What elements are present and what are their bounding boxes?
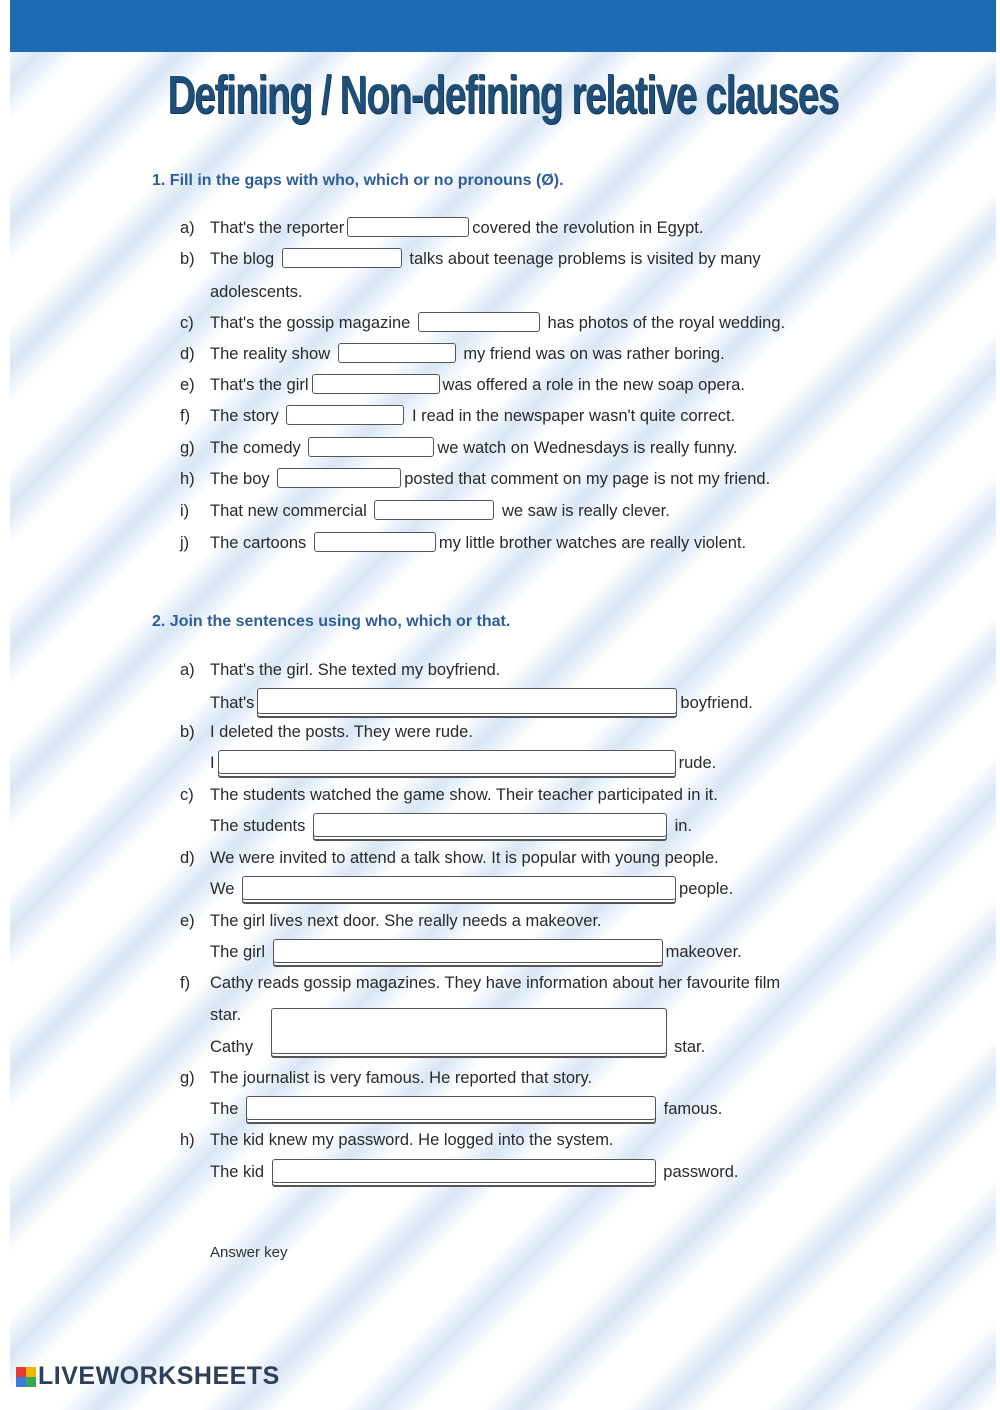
item-letter: b): [180, 250, 195, 268]
item-letter: a): [180, 219, 195, 237]
answer-end: people.: [679, 880, 734, 898]
answer-input-2e[interactable]: [273, 939, 663, 963]
item-text-after: has photos of the royal wedding.: [547, 314, 786, 332]
item-letter: h): [180, 470, 195, 488]
item-letter: c): [180, 786, 194, 804]
item-text-before: The reality show: [210, 345, 331, 363]
answer-end: makeover.: [665, 943, 742, 961]
s2-item-f-cont: [210, 1002, 241, 1028]
item-text-before: The cartoons: [210, 534, 307, 552]
s2-item-c-prompt: [180, 782, 718, 808]
gap-input-1d[interactable]: [338, 343, 456, 363]
answer-end: famous.: [663, 1100, 723, 1118]
item-text-before: The blog: [210, 250, 275, 268]
gap-input-1b[interactable]: [282, 248, 402, 268]
worksheet-title: Defining / Non-defining relative clauses: [167, 65, 838, 125]
answer-input-2c[interactable]: [313, 813, 667, 837]
item-text-after: we watch on Wednesdays is really funny.: [437, 439, 738, 457]
s1-item-i: [180, 498, 670, 524]
s1-item-j: [180, 530, 746, 556]
s1-item-a: [180, 215, 703, 241]
section-1-heading: 1. Fill in the gaps with who, which or no pronouns (Ø).: [152, 172, 564, 189]
answer-input-2h[interactable]: [272, 1159, 656, 1183]
item-letter: f): [180, 407, 191, 425]
s2-item-d-prompt: [180, 845, 719, 871]
item-text-after: we saw is really clever.: [502, 502, 670, 520]
item-prompt: I deleted the posts. They were rude.: [210, 723, 473, 741]
s1-item-e: [180, 372, 745, 398]
item-text-after: my friend was on was rather boring.: [463, 345, 725, 363]
item-prompt: We were invited to attend a talk show. It is popular with young people.: [210, 849, 719, 867]
item-text-after: my little brother watches are really violent.: [438, 534, 747, 552]
section-2-heading: 2. Join the sentences using who, which or that.: [152, 613, 511, 630]
s2-item-c-answer: [210, 813, 692, 839]
item-text-after: was offered a role in the new soap opera.: [442, 376, 745, 394]
answer-start: The students: [210, 817, 306, 835]
answer-end: password.: [663, 1163, 739, 1181]
s2-item-e-prompt: [180, 908, 602, 934]
item-text-after: talks about teenage problems is visited by many: [409, 250, 761, 268]
s2-item-b-prompt: [180, 719, 473, 745]
gap-input-1e[interactable]: [312, 374, 440, 394]
item-letter: c): [180, 314, 194, 332]
item-prompt: The kid knew my password. He logged into the system.: [210, 1131, 614, 1149]
item-text-before: That new commercial: [210, 502, 367, 520]
logo-text: LIVEWORKSHEETS: [38, 1362, 280, 1390]
s2-item-a-prompt: [180, 657, 500, 683]
item-letter: h): [180, 1131, 195, 1149]
item-prompt: Cathy reads gossip magazines. They have information about her favourite film: [210, 974, 781, 992]
item-letter: g): [180, 439, 195, 457]
item-text-before: That's the reporter: [210, 219, 345, 237]
item-prompt-continuation: star.: [210, 1006, 242, 1024]
worksheet-page: [10, 0, 996, 1410]
s1-item-f: [180, 403, 735, 429]
s2-item-g-prompt: [180, 1065, 592, 1091]
item-prompt: The journalist is very famous. He reported that story.: [210, 1069, 593, 1087]
item-text-before: The comedy: [210, 439, 301, 457]
item-text-before: That's the girl: [210, 376, 309, 394]
item-letter: j): [180, 534, 190, 552]
answer-input-2f[interactable]: [271, 1008, 667, 1054]
s1-item-g: [180, 435, 738, 461]
item-letter: i): [180, 502, 190, 520]
s2-item-d-answer: [210, 876, 733, 902]
s2-item-g-answer: [210, 1096, 722, 1122]
gap-input-1j[interactable]: [314, 532, 436, 552]
gap-input-1f[interactable]: [286, 405, 404, 425]
answer-end: rude.: [678, 754, 717, 772]
item-text-continuation: adolescents.: [210, 283, 303, 301]
answer-start: The: [210, 1100, 239, 1118]
item-letter: b): [180, 723, 195, 741]
item-letter: e): [180, 376, 195, 394]
s1-item-d: [180, 341, 725, 367]
s1-item-h: [180, 466, 770, 492]
gap-input-1i[interactable]: [374, 500, 494, 520]
logo-mark-icon: [16, 1367, 36, 1387]
item-prompt: That's the girl. She texted my boyfriend.: [210, 661, 501, 679]
answer-input-2d[interactable]: [242, 876, 676, 900]
item-text-after: posted that comment on my page is not my friend.: [404, 470, 771, 488]
gap-input-1a[interactable]: [347, 217, 469, 237]
liveworksheets-logo: [16, 1362, 280, 1391]
answer-end: boyfriend.: [680, 694, 753, 712]
gap-input-1c[interactable]: [418, 312, 540, 332]
s2-item-h-prompt: [180, 1127, 614, 1153]
item-text-after: covered the revolution in Egypt.: [472, 219, 704, 237]
item-text-before: The boy: [210, 470, 270, 488]
item-text-before: The story: [210, 407, 279, 425]
item-text-before: That's the gossip magazine: [210, 314, 411, 332]
s2-item-e-answer: [210, 939, 742, 965]
s2-item-f-end: star.: [674, 1038, 706, 1056]
answer-start: The girl: [210, 943, 266, 961]
item-letter: d): [180, 849, 195, 867]
answer-input-2g[interactable]: [246, 1096, 656, 1120]
s2-item-h-answer: [210, 1159, 739, 1185]
s2-item-a-answer: [210, 688, 753, 716]
answer-start: We: [210, 880, 235, 898]
gap-input-1g[interactable]: [308, 437, 434, 457]
answer-start: The kid: [210, 1163, 265, 1181]
item-letter: e): [180, 912, 195, 930]
item-prompt: The students watched the game show. Their teacher participated in it.: [210, 786, 718, 804]
answer-start: That's: [210, 694, 255, 712]
s1-item-b-cont: [180, 279, 303, 305]
item-letter: d): [180, 345, 195, 363]
answer-end: in.: [674, 817, 693, 835]
item-text-after: I read in the newspaper wasn't quite correct.: [411, 407, 736, 425]
answer-start: I: [210, 754, 215, 772]
s2-item-f-start: Cathy: [210, 1038, 254, 1056]
s1-item-c: [180, 310, 785, 336]
s2-item-f-prompt: [180, 970, 780, 996]
item-letter: g): [180, 1069, 195, 1087]
answer-input-2a[interactable]: [257, 688, 677, 714]
gap-input-1h[interactable]: [277, 468, 401, 488]
s1-item-b: [180, 246, 761, 272]
answer-key-label: Answer key: [210, 1244, 288, 1261]
item-letter: f): [180, 974, 191, 992]
header-band: [10, 0, 996, 52]
s2-item-b-answer: [210, 750, 716, 776]
answer-input-2b[interactable]: [218, 750, 676, 774]
item-letter: a): [180, 661, 195, 679]
item-prompt: The girl lives next door. She really needs a makeover.: [210, 912, 602, 930]
